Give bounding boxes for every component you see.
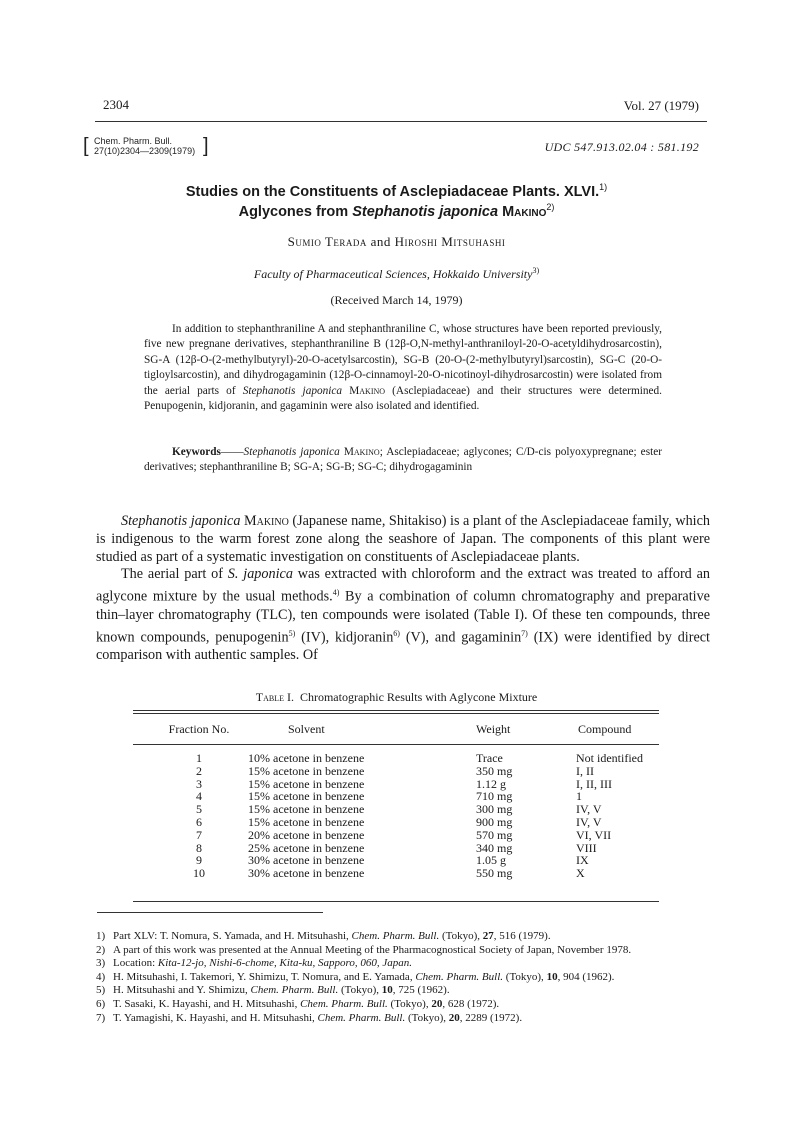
author-conjunction: and <box>370 234 391 249</box>
fraction-cell: 6 <box>196 814 202 829</box>
footnote-number: 2) <box>96 943 106 956</box>
article-title-line-2 <box>0 202 793 220</box>
solvent-cell: 15% acetone in benzene <box>248 814 365 829</box>
table-top-rule <box>133 710 659 711</box>
table-row <box>150 816 718 829</box>
table-row <box>150 790 718 803</box>
citation-line-2: 27(10)2304—2309(1979) <box>94 146 196 156</box>
footnote-item <box>96 930 714 944</box>
affiliation <box>0 266 793 282</box>
p2-text-a: The aerial part of <box>121 566 228 583</box>
footnote-journal: Chem. Pharm. Bull. <box>415 970 504 983</box>
footnote-text: H. Mitsuhashi and Y. Shimizu, <box>113 984 251 997</box>
footnote-item <box>96 1012 714 1026</box>
fraction-cell: 7 <box>196 827 202 842</box>
weight-cell: 550 mg <box>476 866 513 881</box>
weight-cell: 1.12 g <box>476 776 506 791</box>
body-text <box>96 513 710 665</box>
journal-citation <box>83 135 209 157</box>
abstract-species: Stephanotis japonica <box>242 384 343 397</box>
compound-cell: VIII <box>576 840 597 855</box>
footnote-text: A part of this work was presented at the Annual Meeting of the Pharmacognostical Society of Japan, November 1978. <box>113 943 632 956</box>
weight-cell: 1.05 g <box>476 853 506 868</box>
fraction-cell: 2 <box>196 763 202 778</box>
solvent-cell: 30% acetone in benzene <box>248 866 365 881</box>
footnote-text-b: (Tokyo), <box>405 1011 449 1024</box>
title-text: Studies on the Constituents of Asclepiadaceae Plants. XLVI. <box>185 183 600 200</box>
table-row <box>150 765 718 778</box>
weight-cell: 340 mg <box>476 840 513 855</box>
compound-cell: IX <box>576 853 589 868</box>
weight-cell: 710 mg <box>476 789 513 804</box>
footnote-number: 7) <box>96 1011 106 1024</box>
ref-5: 5) <box>288 628 296 638</box>
header-fraction: Fraction No. <box>168 721 230 736</box>
footnote-number: 5) <box>96 984 106 997</box>
weight-cell: Trace <box>476 751 503 765</box>
keywords-list: ; Asclepiadaceae; aglycones; C/D-cis polyoxypregnane; ester derivatives; stephanthraniline B; SG-A; SG-B; SG-C; dihydrogagaminin <box>144 446 663 474</box>
right-bracket: ] <box>203 135 209 157</box>
title-footnote-ref-2: 2) <box>546 202 555 212</box>
table-row <box>150 842 718 855</box>
received-date: (Received March 14, 1979) <box>330 293 463 307</box>
page-number: 2304 <box>103 97 129 112</box>
abstract <box>144 322 662 414</box>
compound-cell: VI, VII <box>576 827 612 842</box>
p1-text: (Japanese name, Shitakiso) is a plant of the Asclepiadaceae family, which is indigenous to the warm forest zone along the seashore of Japan. The components of this plant were studied as part of a systematic investigation on constituents of Asclepiadaceae plants. <box>96 513 710 565</box>
footnote-volume: 27 <box>482 930 494 942</box>
fraction-cell: 8 <box>196 840 202 855</box>
footnote-pages: , 725 (1962). <box>392 984 450 997</box>
affiliation-ref: 3) <box>532 266 540 275</box>
table-row <box>150 854 718 867</box>
article-title-line-1 <box>0 182 793 200</box>
table-bottom-rule <box>133 901 659 902</box>
affiliation-text: Faculty of Pharmaceutical Sciences, Hokkaido University <box>253 267 533 281</box>
compound-cell: I, II <box>576 763 594 778</box>
solvent-cell: 15% acetone in benzene <box>248 776 365 791</box>
footnote-pages: , 2289 (1972). <box>459 1011 523 1024</box>
table-caption <box>0 690 793 705</box>
footnote-journal: Chem. Pharm. Bull. <box>250 984 339 997</box>
solvent-cell: 10% acetone in benzene <box>248 751 365 765</box>
solvent-cell: 30% acetone in benzene <box>248 853 365 868</box>
body-paragraph-1 <box>96 513 710 566</box>
table-row <box>150 803 718 816</box>
solvent-cell: 25% acetone in benzene <box>248 840 365 855</box>
footnote-number: 3) <box>96 957 106 970</box>
abstract-text-2: (Asclepiadaceae) and their structures were determined. Penupogenin, kidjoranin, and gagaminin were also isolated and identified. <box>144 384 663 413</box>
footnote-text: Part XLV: T. Nomura, S. Yamada, and H. Mitsuhashi, <box>113 930 352 942</box>
footnote-volume: 20 <box>448 1011 460 1024</box>
footnote-volume: 20 <box>431 997 443 1010</box>
title-prefix: Aglycones from <box>238 203 353 220</box>
footnote-journal: Kita-12-jo, Nishi-6-chome, Kita-ku, Sapporo, 060, Japan. <box>157 957 413 970</box>
fraction-cell: 3 <box>196 776 202 791</box>
solvent-cell: 20% acetone in benzene <box>248 827 365 842</box>
footnote-text-b: (Tokyo), <box>503 970 547 983</box>
author-list <box>0 234 793 250</box>
keywords-species: Stephanotis japonica <box>243 446 340 458</box>
footnote-item <box>96 944 714 958</box>
compound-cell: IV, V <box>576 802 602 817</box>
title-author-citation: Makino <box>502 203 547 220</box>
keywords-dash: —— <box>220 446 244 458</box>
footnote-text: Location: <box>113 957 158 970</box>
p2-text-b: was extracted with chloroform and the extract was treated to afford an aglycone mixture by the usual methods. <box>96 566 710 605</box>
header-compound: Compound <box>578 721 632 736</box>
p2-text-c: By a combination of column chromatography and preparative thin–layer chromatography (TLC), ten compounds were isolated (Table I). Of these ten compounds, three known compounds, penupogenin <box>96 588 710 646</box>
weight-cell: 570 mg <box>476 827 513 842</box>
footnote-volume: 10 <box>546 970 558 983</box>
fraction-cell: 5 <box>196 802 202 817</box>
footnote-number: 6) <box>96 997 106 1010</box>
table-caption-label: Table I. <box>255 690 294 704</box>
footnote-pages: , 904 (1962). <box>557 970 615 983</box>
title-species: Stephanotis japonica <box>352 203 499 220</box>
footnote-text-b: (Tokyo), <box>439 930 483 942</box>
footnote-item <box>96 957 714 971</box>
p2-text-f: (IX) were identified by direct comparison with authentic samples. Of <box>96 629 710 664</box>
p2-species: S. japonica <box>227 566 293 583</box>
footnote-text: T. Sasaki, K. Hayashi, and H. Mitsuhashi, <box>113 997 301 1010</box>
footnote-journal: Chem. Pharm. Bull. <box>300 997 388 1010</box>
footnote-item <box>96 971 714 985</box>
fraction-cell: 9 <box>196 853 202 868</box>
table-header-row <box>150 714 718 744</box>
weight-cell: 900 mg <box>476 814 513 829</box>
fraction-cell: 4 <box>196 789 202 804</box>
fraction-cell: 10 <box>193 866 205 881</box>
weight-cell: 350 mg <box>476 763 513 778</box>
footnote-text: H. Mitsuhashi, I. Takemori, Y. Shimizu, T. Nomura, and E. Yamada, <box>113 970 416 983</box>
header-rule <box>95 121 707 122</box>
solvent-cell: 15% acetone in benzene <box>248 763 365 778</box>
p2-text-e: (V), and gagaminin <box>399 629 522 646</box>
p1-author: Makino <box>243 513 289 529</box>
body-paragraph-2 <box>96 566 710 664</box>
footnote-journal: Chem. Pharm. Bull. <box>351 930 440 942</box>
ref-4: 4) <box>332 588 340 598</box>
compound-cell: I, II, III <box>576 776 612 791</box>
weight-cell: 300 mg <box>476 802 513 817</box>
footnote-volume: 10 <box>381 984 393 997</box>
footnote-journal: Chem. Pharm. Bull. <box>317 1011 406 1024</box>
title-footnote-ref: 1) <box>599 182 608 192</box>
solvent-cell: 15% acetone in benzene <box>248 802 365 817</box>
footnote-text-b: (Tokyo), <box>387 997 432 1010</box>
p2-text-d: (IV), kidjoranin <box>295 629 394 646</box>
solvent-cell: 15% acetone in benzene <box>248 789 365 804</box>
udc-code: UDC 547.913.02.04 : 581.192 <box>544 140 699 154</box>
p1-species: Stephanotis japonica <box>121 513 241 529</box>
footnote-text: T. Yamagishi, K. Hayashi, and H. Mitsuhashi, <box>113 1011 318 1024</box>
keywords-author: Makino <box>343 446 380 458</box>
footnote-item <box>96 984 714 998</box>
compound-cell: X <box>576 866 585 881</box>
footnote-number: 4) <box>96 970 106 983</box>
citation-line-1: Chem. Pharm. Bull. <box>94 136 173 146</box>
table-row <box>150 752 718 765</box>
fraction-cell: 1 <box>196 751 202 765</box>
table-row <box>150 778 718 791</box>
abstract-author: Makino <box>349 384 386 397</box>
abstract-text-1: In addition to stephanthraniline A and stephanthraniline C, whose structures have been reported previously, five new pregnane derivatives, stephanthraniline B (12β-O,N-methyl-anthraniloyl-20-O-acetyldihydrosarcostin), SG-A (12β-O-(2-methylbutyryl)-20-O-acetylsarcostin), SG-B (20-O-(2-methylbutyryl)sarcostin), SG-C (20-O-tigloylsarcostin), and dihydrogagaminin (12β-O-cinnamoyl-20-O-nicotinoyl-dihydrosarcostin) were isolated from the aerial parts of <box>144 323 662 397</box>
footnotes <box>96 930 714 1025</box>
compound-cell: IV, V <box>576 814 602 829</box>
footnote-pages: , 516 (1979). <box>493 930 551 942</box>
volume-label: Vol. 27 (1979) <box>623 98 699 113</box>
table-row <box>150 867 718 880</box>
keywords-label: Keywords <box>172 446 221 458</box>
footnote-item <box>96 998 714 1012</box>
compound-cell: 1 <box>576 789 582 804</box>
header-solvent: Solvent <box>288 721 325 736</box>
author-2: Hiroshi Mitsuhashi <box>394 234 506 249</box>
chromatography-table <box>150 714 718 880</box>
footnote-text-b: (Tokyo), <box>338 984 382 997</box>
table-body <box>150 744 718 880</box>
footnote-pages: , 628 (1972). <box>442 997 500 1010</box>
footnote-number: 1) <box>96 930 106 942</box>
author-1: Sumio Terada <box>287 234 367 249</box>
header-weight: Weight <box>476 721 511 736</box>
footnote-rule <box>97 912 323 913</box>
table-caption-text: Chromatographic Results with Aglycone Mixture <box>299 690 538 704</box>
table-row <box>150 829 718 842</box>
compound-cell: Not identified <box>576 751 643 765</box>
left-bracket: [ <box>83 135 89 157</box>
ref-7: 7) <box>521 628 528 638</box>
keywords <box>144 445 662 476</box>
ref-6: 6) <box>393 628 400 638</box>
